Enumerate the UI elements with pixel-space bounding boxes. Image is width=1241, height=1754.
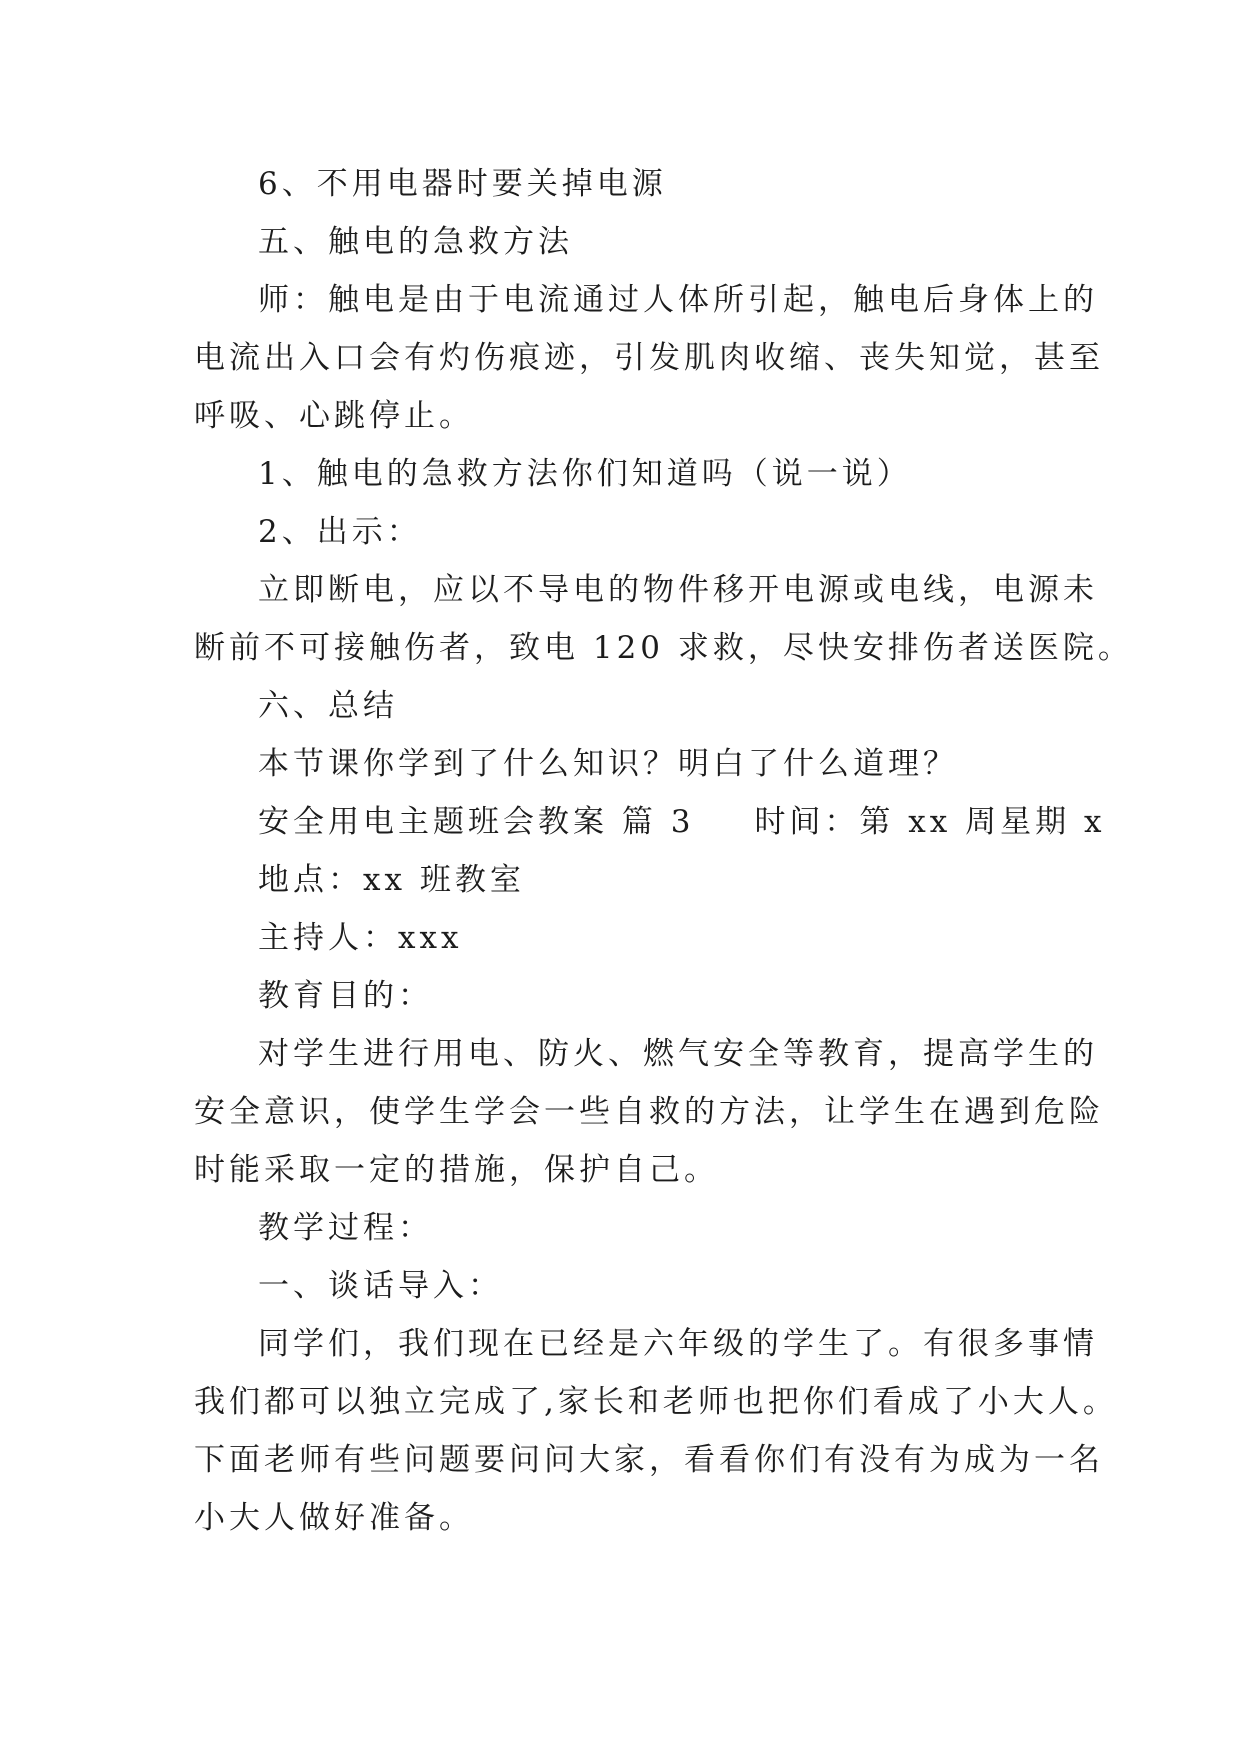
section-heading-intro: 一、谈话导入：	[258, 1268, 503, 1304]
lesson-time: 时间：第 xx 周星期 x	[754, 804, 1106, 840]
paragraph-line: 小大人做好准备。	[194, 1500, 474, 1536]
section-heading-summary: 六、总结	[258, 688, 398, 724]
paragraph-line: 我们都可以独立完成了,家长和老师也把你们看成了小大人。	[194, 1384, 1118, 1420]
paragraph-line: 断前不可接触伤者，致电 120 求救，尽快安排伤者送医院。	[194, 630, 1133, 666]
paragraph-line: 对学生进行用电、防火、燃气安全等教育，提高学生的	[258, 1036, 1098, 1072]
paragraph-line: 呼吸、心跳停止。	[194, 398, 474, 434]
paragraph-line: 立即断电，应以不导电的物件移开电源或电线，电源未	[258, 572, 1098, 608]
paragraph-line: 安全意识，使学生学会一些自救的方法，让学生在遇到危险	[194, 1094, 1104, 1130]
section-heading-first-aid: 五、触电的急救方法	[258, 224, 573, 260]
lesson-plan-title: 安全用电主题班会教案 篇 3	[258, 804, 695, 840]
paragraph-line: 电流出入口会有灼伤痕迹，引发肌肉收缩、丧失知觉，甚至	[194, 340, 1104, 376]
section-heading-objectives: 教育目的：	[258, 978, 433, 1014]
paragraph-line: 下面老师有些问题要问问大家，看看你们有没有为成为一名	[194, 1442, 1104, 1478]
lesson-location: 地点：xx 班教室	[258, 862, 525, 898]
section-heading-process: 教学过程：	[258, 1210, 433, 1246]
lesson-host: 主持人：xxx	[258, 920, 463, 956]
lesson-plan-title-line	[194, 793, 1106, 851]
list-item: 1、触电的急救方法你们知道吗（说一说）	[258, 456, 912, 492]
list-item-unplug-appliances: 6、不用电器时要关掉电源	[258, 166, 667, 202]
paragraph-line: 师：触电是由于电流通过人体所引起，触电后身体上的	[258, 282, 1098, 318]
paragraph-line: 同学们，我们现在已经是六年级的学生了。有很多事情	[258, 1326, 1098, 1362]
document-body	[194, 155, 1133, 1547]
list-item: 2、出示：	[258, 514, 422, 550]
paragraph-line: 本节课你学到了什么知识？明白了什么道理？	[258, 746, 958, 782]
paragraph-line: 时能采取一定的措施，保护自己。	[194, 1152, 719, 1188]
